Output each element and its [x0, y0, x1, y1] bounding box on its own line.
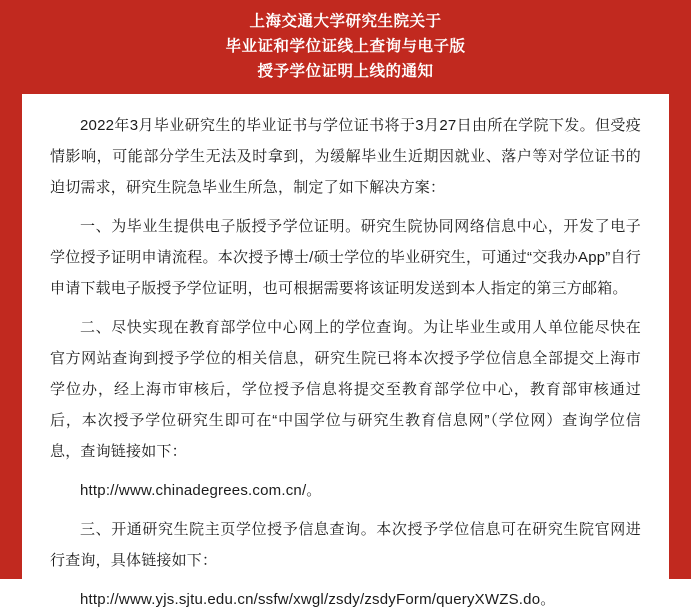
- paragraph-intro: 2022年3月毕业研究生的毕业证书与学位证书将于3月27日由所在学院下发。但受疫情影响，可能部分学生无法及时拿到，为缓解毕业生近期因就业、落户等对学位证书的迫切需求，研究生院急毕业生所急，制定了如下解决方案：: [50, 117, 641, 196]
- link-chinadegrees[interactable]: http://www.chinadegrees.com.cn/。: [80, 482, 322, 499]
- header-title-line-1: 上海交通大学研究生院关于: [249, 12, 442, 30]
- header-title-line-3: 授予学位证明上线的通知: [257, 62, 434, 80]
- paragraph-item-2: 二、尽快实现在教育部学位中心网上的学位查询。为让毕业生或用人单位能尽快在官方网站查询到授予学位的相关信息，研究生院已将本次授予学位信息全部提交上海市学位办，经上海市审核后，学位授予信息将提交至教育部学位中心，教育部审核通过后，本次授予学位研究生即可在“中国学位与研究生教育信息网”（学位网）查询学位信息，查询链接如下：: [50, 319, 641, 460]
- header-title-line-2: 毕业证和学位证线上查询与电子版: [225, 37, 466, 55]
- paragraph-item-3: 三、开通研究生院主页学位授予信息查询。本次授予学位信息可在研究生院官网进行查询，具体链接如下：: [50, 521, 641, 569]
- notice-header: [0, 0, 691, 94]
- link-sjtu-query[interactable]: http://www.yjs.sjtu.edu.cn/ssfw/xwgl/zsdy/zsdyForm/queryXWZS.do。: [80, 591, 556, 608]
- notice-body: [22, 94, 669, 608]
- paragraph-item-1: 一、为毕业生提供电子版授予学位证明。研究生院协同网络信息中心，开发了电子学位授予证明申请流程。本次授予博士/硕士学位的毕业研究生，可通过“交我办App”自行申请下载电子版授予学位证明，也可根据需要将该证明发送到本人指定的第三方邮箱。: [50, 218, 641, 297]
